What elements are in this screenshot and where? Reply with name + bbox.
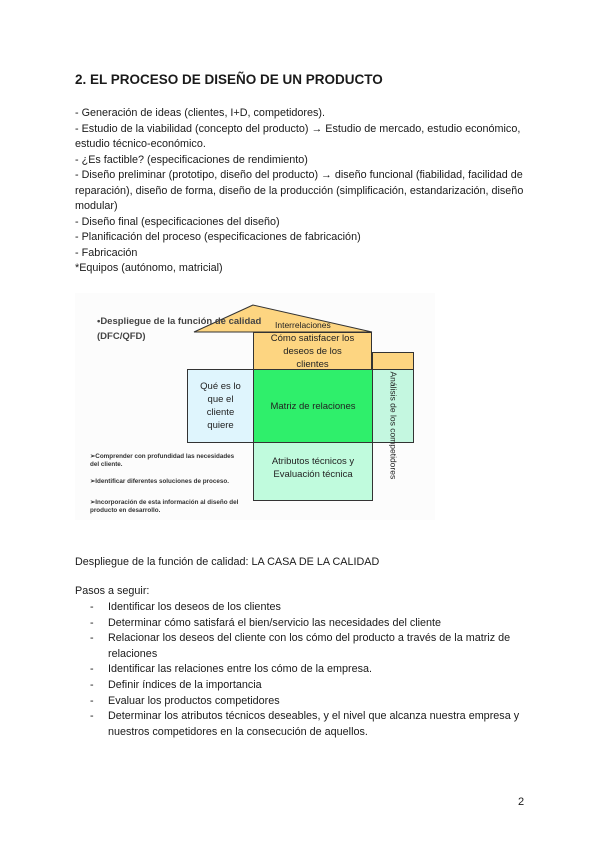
list-dash: - [90, 710, 94, 723]
figure-bullet: ➢Incorporación de esta información al diseño del producto en desarrollo. [90, 499, 239, 514]
body-line: - Fabricación [75, 246, 138, 259]
competitors-box: Análisis de los competidores [372, 369, 414, 443]
step-text: Relacionar los deseos del cliente con los cómo del producto a través de la matriz de [108, 632, 511, 645]
list-dash: - [90, 632, 94, 645]
body-line: - Planificación del proceso (especificaciones de fabricación) [75, 231, 361, 243]
list-dash: - [90, 694, 94, 707]
step-text: Determinar los atributos técnicos deseables, y el nivel que alcanza nuestra empresa y [108, 710, 520, 723]
body-line: estudio técnico-económico. [75, 138, 206, 150]
figure-bullet: ➢Identificar diferentes soluciones de proceso. [90, 478, 229, 485]
figure-title: •Despliegue de la función de calidad [97, 316, 262, 327]
body-line: - Estudio de la viabilidad (concepto del producto) → Estudio de mercado, estudio económico, [75, 122, 521, 135]
competitor-header-box [372, 352, 414, 370]
house-of-quality-figure [75, 293, 435, 520]
list-dash: - [90, 616, 94, 629]
page-number: 2 [518, 796, 525, 808]
steps-title: Pasos a seguir: [75, 585, 150, 597]
step-text: relaciones [108, 647, 158, 660]
step-text: Determinar cómo satisfará el bien/servicio las necesidades del cliente [108, 616, 442, 629]
step-text: Definir índices de la importancia [108, 679, 262, 691]
list-dash: - [90, 601, 94, 613]
body-line: - Diseño preliminar (prototipo, diseño del producto) → diseño funcional (fiabilidad, facilidad de [75, 169, 523, 181]
roof-label: Interrelaciones [275, 320, 331, 330]
figure-caption: Despliegue de la función de calidad: LA CASA DE LA CALIDAD [75, 556, 380, 568]
attributes-box: Atributos técnicos y Evaluación técnica [253, 442, 373, 501]
section-heading: 2. EL PROCESO DE DISEÑO DE UN PRODUCTO [75, 72, 383, 87]
step-text: Identificar los deseos de los clientes [108, 601, 281, 613]
matrix-box: Matriz de relaciones [253, 369, 373, 443]
what-box: Qué es lo que el cliente quiere [187, 369, 254, 443]
body-line: - Diseño final (especificaciones del diseño) [75, 215, 280, 228]
body-line: reparación), diseño de forma, diseño de la producción (simplificación, estandarización, diseño [75, 184, 524, 197]
figure-bullet: ➢Comprender con profundidad las necesidades del cliente. [90, 453, 235, 468]
figure-subtitle: (DFC/QFD) [97, 331, 146, 342]
step-text: Identificar las relaciones entre los cómo de la empresa. [108, 663, 373, 676]
step-text: Evaluar los productos competidores [108, 694, 280, 707]
body-line: - Generación de ideas (clientes, I+D, competidores). [75, 107, 325, 119]
step-text: nuestros competidores en la consecución de aquellos. [108, 725, 368, 738]
list-dash: - [90, 663, 94, 676]
body-line: *Equipos (autónomo, matricial) [75, 262, 223, 274]
body-line: modular) [75, 200, 118, 212]
list-dash: - [90, 679, 94, 691]
body-line: - ¿Es factible? (especificaciones de rendimiento) [75, 153, 308, 166]
how-box: Cómo satisfacer los deseos de los clientes [253, 332, 372, 370]
